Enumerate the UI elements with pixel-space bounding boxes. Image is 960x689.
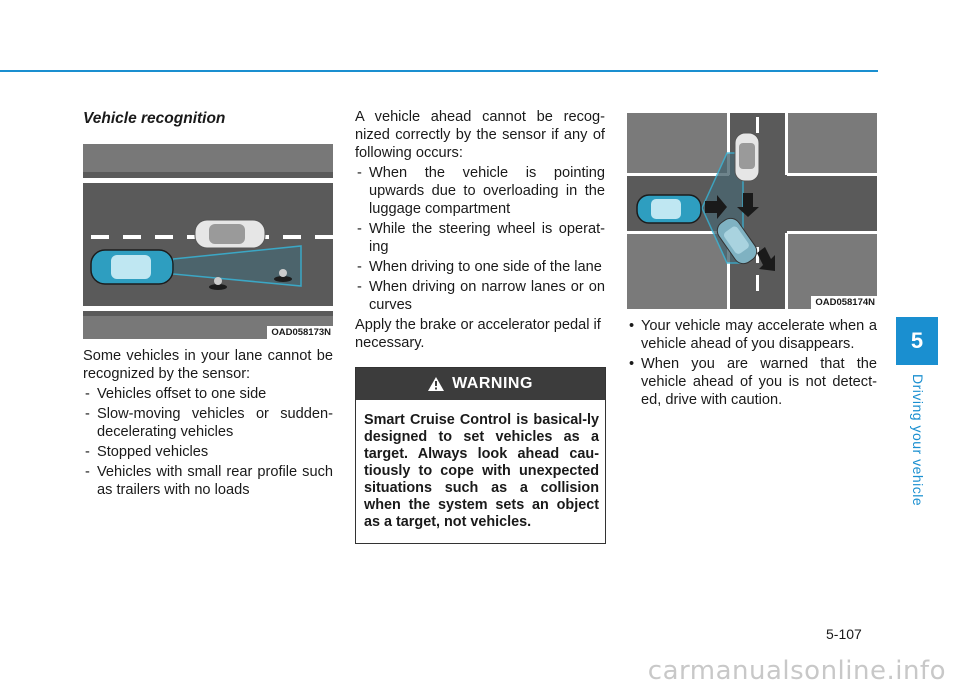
column-1 — [83, 108, 333, 501]
figure-vehicle-recognition — [83, 144, 333, 339]
col2-list — [355, 164, 605, 314]
figure-code: OAD058174N — [811, 296, 877, 309]
footer-watermark: carmanualsonline.info — [647, 656, 946, 686]
list-item: - When the vehicle is pointing upwards due to overloading in the luggage compartment — [355, 164, 605, 218]
section-heading: Vehicle recognition — [83, 110, 226, 127]
figure-code: OAD058173N — [267, 326, 333, 339]
col3-list — [627, 317, 877, 409]
column-2 — [355, 108, 605, 544]
col1-list — [83, 385, 333, 499]
own-car — [91, 250, 173, 284]
column-3 — [627, 113, 877, 411]
top-rule — [0, 70, 878, 72]
intersection-illustration — [627, 113, 877, 309]
list-item: - Stopped vehicles — [83, 443, 333, 461]
col2-outro: Apply the brake or accelerator pedal if necessary. — [355, 317, 601, 351]
white-car — [735, 133, 759, 181]
list-item: - Vehicles offset to one side — [83, 385, 333, 403]
warning-header — [356, 368, 605, 400]
col2-intro: A vehicle ahead cannot be recog-nized correctly by the sensor if any of following occurs: — [355, 109, 605, 161]
list-item: • When you are warned that the vehicle ahead of you is not detect-ed, drive with caution. — [627, 355, 877, 409]
list-item: • Your vehicle may accelerate when a vehicle ahead of you disappears. — [627, 317, 877, 353]
white-car — [195, 220, 265, 248]
warning-title: WARNING — [452, 375, 533, 392]
warning-triangle-icon — [428, 377, 444, 391]
list-item: - While the steering wheel is operat-ing — [355, 220, 605, 256]
col1-intro: Some vehicles in your lane cannot be recognized by the sensor: — [83, 348, 333, 382]
figure-vehicle-disappears — [627, 113, 877, 309]
chapter-tab: 5 — [896, 317, 938, 365]
list-item: - When driving to one side of the lane — [355, 258, 605, 276]
warning-box — [355, 367, 606, 544]
list-item: - Slow-moving vehicles or sudden-decelerating vehicles — [83, 405, 333, 441]
warning-body: Smart Cruise Control is basical-ly designed to set vehicles as a target. Always look ahead cau-tiously to cope with unexpected situations such as a collision when the system sets an object as a target, not vehicles. — [364, 412, 599, 530]
own-car — [637, 195, 701, 223]
chapter-title: Driving your vehicle — [910, 374, 926, 507]
road-illustration — [83, 144, 333, 339]
list-item: - Vehicles with small rear profile such as trailers with no loads — [83, 463, 333, 499]
list-item: - When driving on narrow lanes or on curves — [355, 278, 605, 314]
page-number: 5-107 — [826, 626, 862, 642]
